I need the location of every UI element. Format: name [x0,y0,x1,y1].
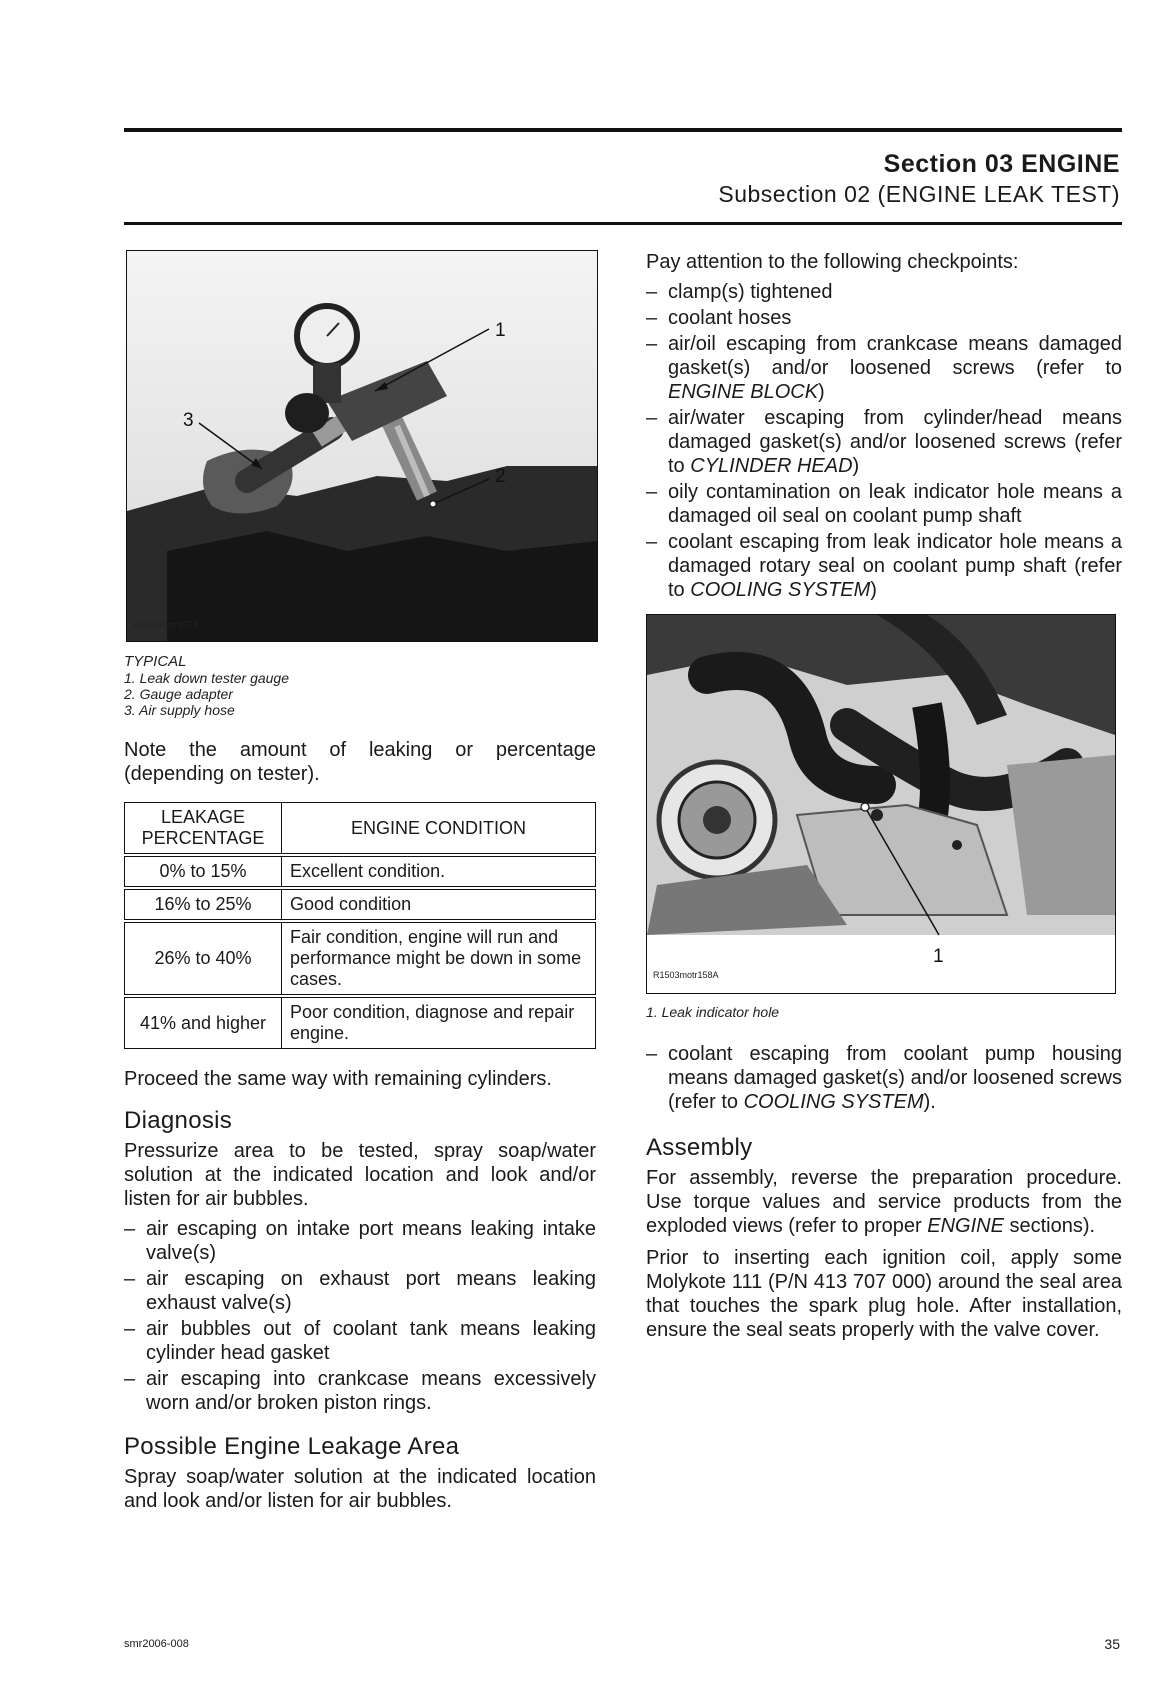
figure1-callout-1: 1 [495,320,506,341]
table-header-row [125,803,596,854]
list-item: – clamp(s) tightened [646,280,1122,304]
diagnosis-heading: Diagnosis [124,1107,233,1134]
leak-indicator-figure [646,614,1116,994]
figure1-id: R1503motr157A [133,620,199,630]
list-item: – air/water escaping from cylinder/head means damaged gasket(s) and/or loosened screws (refer to CYLINDER HEAD) [646,406,1122,478]
right-column [646,250,1122,1348]
checkpoints-intro: Pay attention to the following checkpoints: [646,251,1019,273]
list-item: – air escaping on exhaust port means leaking exhaust valve(s) [124,1267,596,1315]
assembly-paragraph-2: Prior to inserting each ignition coil, apply some Molykote 111 (P/N 413 707 000) around the seal area that touches the spark plug hole. After installation, ensure the seal seats properly with the valve cover. [646,1247,1122,1341]
list-item: – air escaping on intake port means leaking intake valve(s) [124,1217,596,1265]
housing-list [646,1042,1122,1114]
table-row [125,998,596,1049]
list-item: – coolant escaping from coolant pump housing means damaged gasket(s) and/or loosened screws (refer to COOLING SYSTEM). [646,1042,1122,1114]
diagnosis-list [124,1217,596,1415]
reference-cooling-system: COOLING SYSTEM [690,579,871,601]
section-title: Section 03 ENGINE [883,150,1120,178]
subsection-title: Subsection 02 (ENGINE LEAK TEST) [718,181,1120,207]
left-column [124,250,596,1519]
proceed-paragraph: Proceed the same way with remaining cylinders. [124,1068,552,1090]
list-item: – air/oil escaping from crankcase means damaged gasket(s) and/or loosened screws (refer to ENGINE BLOCK) [646,332,1122,404]
list-item: – oily contamination on leak indicator hole means a damaged oil seal on coolant pump shaft [646,480,1122,528]
checkpoints-list [646,280,1122,602]
table-cell-condition: Good condition [282,890,596,920]
figure2-id: R1503motr158A [653,970,719,980]
reference-engine: ENGINE [927,1215,1004,1237]
leakage-table [124,802,596,1049]
list-item: – air escaping into crankcase means excessively worn and/or broken piston rings. [124,1367,596,1415]
reference-cylinder-head: CYLINDER HEAD [690,455,853,477]
table-cell-percentage: 41% and higher [125,998,282,1049]
figure1-caption-item: 2. Gauge adapter [124,686,233,702]
table-row [125,890,596,920]
header-top-rule [124,128,1122,132]
assembly-heading: Assembly [646,1134,753,1161]
table-cell-percentage: 0% to 15% [125,857,282,887]
list-item: – coolant hoses [646,306,1122,330]
leak-tester-photo [127,251,597,641]
list-item: – air bubbles out of coolant tank means leaking cylinder head gasket [124,1317,596,1365]
figure1-caption-item: 1. Leak down tester gauge [124,670,290,686]
leakage-area-heading: Possible Engine Leakage Area [124,1433,460,1460]
leak-tester-figure [126,250,598,642]
assembly-paragraph-1: For assembly, reverse the preparation procedure. Use torque values and service products from the exploded views (refer to proper ENGINE sections). [646,1167,1122,1237]
diagnosis-paragraph: Pressurize area to be tested, spray soap/water solution at the indicated location and look and/or listen for air bubbles. [124,1140,596,1210]
figure2-callout-1: 1 [933,946,944,967]
figure1-callout-2: 2 [495,466,506,487]
table-cell-condition: Poor condition, diagnose and repair engine. [282,998,596,1049]
figure1-caption-title: TYPICAL [124,653,187,670]
table-header-condition: ENGINE CONDITION [282,803,596,854]
table-header-leakage: LEAKAGE PERCENTAGE [125,803,282,854]
figure1-caption-item: 3. Air supply hose [124,702,235,718]
header-bottom-rule [124,222,1122,225]
figure2-caption: 1. Leak indicator hole [646,1004,780,1020]
leakage-area-paragraph: Spray soap/water solution at the indicated location and look and/or listen for air bubbles. [124,1466,596,1512]
footer-code: smr2006-008 [124,1638,189,1650]
figure1-caption [124,654,596,718]
table-cell-condition: Excellent condition. [282,857,596,887]
table-cell-percentage: 26% to 40% [125,923,282,995]
note-paragraph: Note the amount of leaking or percentage (depending on tester). [124,739,596,785]
list-item: – coolant escaping from leak indicator hole means a damaged rotary seal on coolant pump shaft (refer to COOLING SYSTEM) [646,530,1122,602]
page-number: 35 [1104,1636,1120,1652]
figure1-callout-3: 3 [183,410,194,431]
table-row [125,923,596,995]
reference-engine-block: ENGINE BLOCK [668,381,819,403]
table-cell-percentage: 16% to 25% [125,890,282,920]
table-row [125,857,596,887]
table-cell-condition: Fair condition, engine will run and performance might be down in some cases. [282,923,596,995]
leak-indicator-photo [647,615,1115,993]
reference-cooling-system: COOLING SYSTEM [743,1091,924,1113]
